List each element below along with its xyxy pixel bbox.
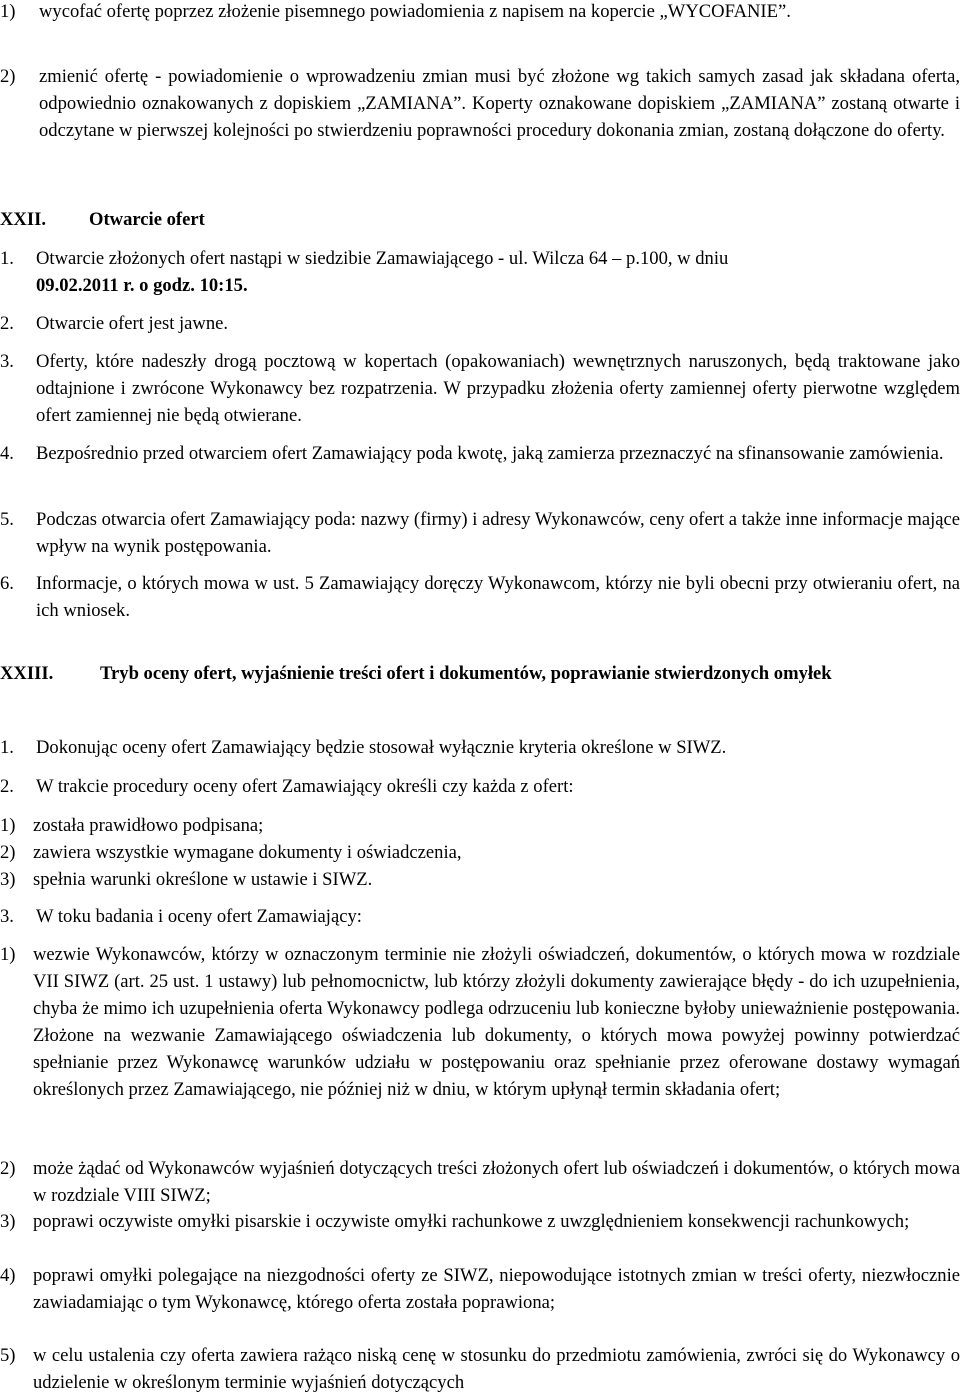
section-number: XXIII. [0, 663, 54, 684]
list-number: 2. [0, 776, 14, 797]
xxii-item-6 [0, 570, 960, 624]
section-heading-xxii [0, 206, 960, 233]
xxiii-item-3-sub-4 [0, 1262, 960, 1316]
sublist-number: 4) [0, 1265, 16, 1286]
xxiii-item-3 [0, 903, 960, 930]
xxii-item-4 [0, 440, 960, 467]
sublist-number: 1) [0, 944, 16, 965]
intro-item-2 [0, 63, 960, 144]
list-text: Oferty, które nadeszły drogą pocztową w kopertach (opakowaniach) wewnętrznych naruszonych, będą traktowane jako odtajnione i zwrócone Wykonawcy bez rozpatrzenia. W przypadku złożenia oferty zamiennej oferty pierwotne względem ofert zamiennej nie będą otwierane. [36, 351, 960, 426]
sublist-number: 2) [0, 1158, 16, 1179]
sublist-number: 3) [0, 869, 16, 890]
list-number: 1. [0, 248, 14, 269]
list-text: W toku badania i oceny ofert Zamawiający: [36, 906, 362, 927]
section-title: Tryb oceny ofert, wyjaśnienie treści ofert i dokumentów, poprawianie stwierdzonych omyłek [100, 663, 832, 684]
list-number: 3. [0, 351, 14, 372]
list-text: wycofać ofertę poprzez złożenie pisemnego powiadomienia z napisem na kopercie „WYCOFANIE”. [39, 1, 791, 22]
list-number: 4. [0, 443, 14, 464]
list-number: 1. [0, 737, 14, 758]
xxiii-item-2 [0, 773, 960, 800]
list-number: 3. [0, 906, 14, 927]
list-number: 2. [0, 313, 14, 334]
sublist-text: została prawidłowo podpisana; [33, 815, 264, 836]
sublist-text: zawiera wszystkie wymagane dokumenty i oświadczenia, [33, 842, 462, 863]
intro-item-1 [0, 0, 960, 25]
sublist-text: w celu ustalenia czy oferta zawiera rażąco niską cenę w stosunku do przedmiotu zamówienia, zwróci się do Wykonawcy o udzielenie w określonym terminie wyjaśnień dotyczących [33, 1345, 960, 1393]
list-text: Bezpośrednio przed otwarciem ofert Zamawiający poda kwotę, jaką zamierza przeznaczyć na sfinansowanie zamówienia. [36, 443, 944, 464]
xxiii-item-2-sub-1 [0, 812, 960, 839]
sublist-text: wezwie Wykonawców, którzy w oznaczonym terminie nie złożyli oświadczeń, dokumentów, o których mowa w rozdziale VII SIWZ (art. 25 ust. 1 ustawy) lub pełnomocnictw, lub którzy złożyli dokumenty zawierające błędy - do ich uzupełnienia, chyba że mimo ich uzupełnienia oferta Wykonawcy podlega odrzuceniu lub konieczne byłoby unieważnienie postępowania. Złożone na wezwanie Zamawiającego oświadczenia lub dokumenty, o których mowa powyżej powinny potwierdzać spełnianie przez Wykonawcę warunków udziału w postępowaniu oraz spełnianie przez oferowane dostawy wymagań określonych przez Zamawiającego, nie później niż w dniu, w którym upłynął termin składania ofert; [33, 944, 960, 1100]
xxiii-item-3-sub-1 [0, 941, 960, 1103]
section-heading-xxiii [0, 660, 960, 687]
list-text: zmienić ofertę - powiadomienie o wprowadzeniu zmian musi być złożone wg takich samych zasad jak składana oferta, odpowiednio oznakowanych z dopiskiem „ZAMIANA”. Koperty oznakowane dopiskiem „ZAMIANA” zostaną otwarte i odczytane w pierwszej kolejności po stwierdzeniu poprawności procedury dokonania zmian, zostaną dołączone do oferty. [39, 66, 960, 141]
item-text: Otwarcie złożonych ofert nastąpi w siedzibie Zamawiającego - ul. Wilcza 64 – p.100, w dniu [36, 248, 729, 269]
xxii-item-3 [0, 348, 960, 429]
list-text [36, 245, 960, 299]
xxii-item-2 [0, 310, 960, 337]
opening-date: 09.02.2011 r. o godz. 10:15. [36, 275, 248, 296]
sublist-text: poprawi oczywiste omyłki pisarskie i oczywiste omyłki rachunkowe z uwzględnieniem konsekwencji rachunkowych; [33, 1211, 910, 1232]
list-number: 1) [0, 1, 16, 22]
xxii-item-5 [0, 506, 960, 560]
list-text: Informacje, o których mowa w ust. 5 Zamawiający doręczy Wykonawcom, którzy nie byli obecni przy otwieraniu ofert, na ich wniosek. [36, 573, 960, 621]
section-title: Otwarcie ofert [89, 209, 205, 230]
list-text: Otwarcie ofert jest jawne. [36, 313, 229, 334]
list-number: 5. [0, 509, 14, 530]
sublist-text: spełnia warunki określone w ustawie i SIWZ. [33, 869, 373, 890]
sublist-number: 2) [0, 842, 16, 863]
list-number: 6. [0, 573, 14, 594]
sublist-text: może żądać od Wykonawców wyjaśnień dotyczących treści złożonych ofert lub oświadczeń i dokumentów, o których mowa w rozdziale VIII SIWZ; [33, 1158, 960, 1206]
section-number: XXII. [0, 209, 46, 230]
sublist-number: 3) [0, 1211, 16, 1232]
xxiii-item-3-sub-5 [0, 1342, 960, 1395]
xxiii-item-2-sub-3 [0, 866, 960, 893]
xxii-item-1 [0, 245, 960, 299]
list-number: 2) [0, 66, 16, 87]
xxiii-item-1 [0, 734, 960, 761]
list-text: Dokonując oceny ofert Zamawiający będzie stosował wyłącznie kryteria określone w SIWZ. [36, 737, 727, 758]
sublist-number: 1) [0, 815, 16, 836]
xxiii-item-2-sub-2 [0, 839, 960, 866]
xxiii-item-3-sub-3 [0, 1208, 960, 1235]
list-text: W trakcie procedury oceny ofert Zamawiający określi czy każda z ofert: [36, 776, 574, 797]
sublist-number: 5) [0, 1345, 16, 1366]
sublist-text: poprawi omyłki polegające na niezgodności oferty ze SIWZ, niepowodujące istotnych zmian w treści oferty, niezwłocznie zawiadamiając o tym Wykonawcę, którego oferta została poprawiona; [33, 1265, 960, 1313]
list-text: Podczas otwarcia ofert Zamawiający poda: nazwy (firmy) i adresy Wykonawców, ceny ofert a także inne informacje mające wpływ na wynik postępowania. [36, 509, 960, 557]
xxiii-item-3-sub-2 [0, 1155, 960, 1209]
